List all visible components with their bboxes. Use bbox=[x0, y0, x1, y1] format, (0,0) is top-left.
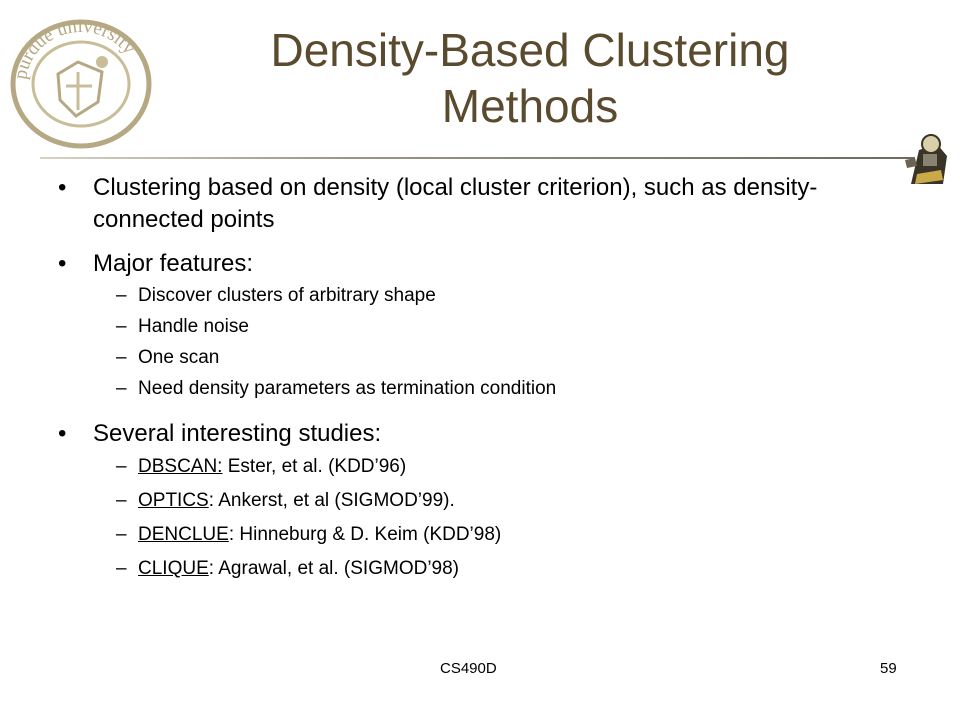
study-citation: : Agrawal, et al. (SIGMOD’98) bbox=[208, 558, 459, 579]
dash: – bbox=[116, 285, 127, 306]
feature-text: Handle noise bbox=[138, 316, 249, 337]
bullet-text: Several interesting studies: bbox=[93, 420, 382, 447]
feature-text: Need density parameters as termination condition bbox=[138, 378, 557, 399]
bullet-text: Major features: bbox=[93, 250, 254, 277]
study-item bbox=[58, 518, 918, 552]
footer-page-number: 59 bbox=[880, 660, 897, 677]
study-citation: Ester, et al. (KDD’96) bbox=[222, 456, 407, 477]
study-item bbox=[58, 552, 918, 586]
title-line-2: Methods bbox=[441, 80, 619, 132]
footer-course: CS490D bbox=[440, 660, 497, 677]
dash: – bbox=[116, 456, 127, 477]
feature-text: One scan bbox=[138, 347, 220, 368]
study-link-denclue[interactable]: DENCLUE bbox=[138, 524, 229, 545]
university-seal-logo bbox=[6, 12, 156, 152]
title-line-1: Density-Based Clustering bbox=[270, 24, 790, 76]
study-citation: : Hinneburg & D. Keim (KDD’98) bbox=[228, 524, 502, 545]
dash: – bbox=[116, 524, 127, 545]
study-item bbox=[58, 450, 918, 484]
slide-title bbox=[170, 22, 890, 134]
feature-text: Discover clusters of arbitrary shape bbox=[138, 285, 436, 306]
title-divider bbox=[40, 157, 915, 159]
study-citation: : Ankerst, et al (SIGMOD’99). bbox=[208, 490, 455, 511]
dash: – bbox=[116, 378, 127, 399]
dash: – bbox=[116, 347, 127, 368]
dash: – bbox=[116, 490, 127, 511]
study-link-dbscan[interactable]: DBSCAN: bbox=[138, 456, 223, 477]
dash: – bbox=[116, 316, 127, 337]
study-link-clique[interactable]: CLIQUE bbox=[138, 558, 209, 579]
bullet-text: Clustering based on density (local cluster criterion), such as density-connected points bbox=[93, 174, 818, 233]
bullet-major-features bbox=[58, 248, 918, 280]
dash: – bbox=[116, 558, 127, 579]
slide-body bbox=[58, 172, 918, 586]
feature-item bbox=[58, 311, 918, 342]
university-seal-icon bbox=[6, 12, 156, 152]
feature-item bbox=[58, 342, 918, 373]
study-link-optics[interactable]: OPTICS bbox=[138, 490, 209, 511]
study-item bbox=[58, 484, 918, 518]
bullet-studies bbox=[58, 418, 918, 450]
bullet-density bbox=[58, 172, 905, 236]
feature-item bbox=[58, 373, 918, 404]
seal-ring-text: purdue university bbox=[10, 15, 140, 81]
feature-item bbox=[58, 280, 918, 311]
